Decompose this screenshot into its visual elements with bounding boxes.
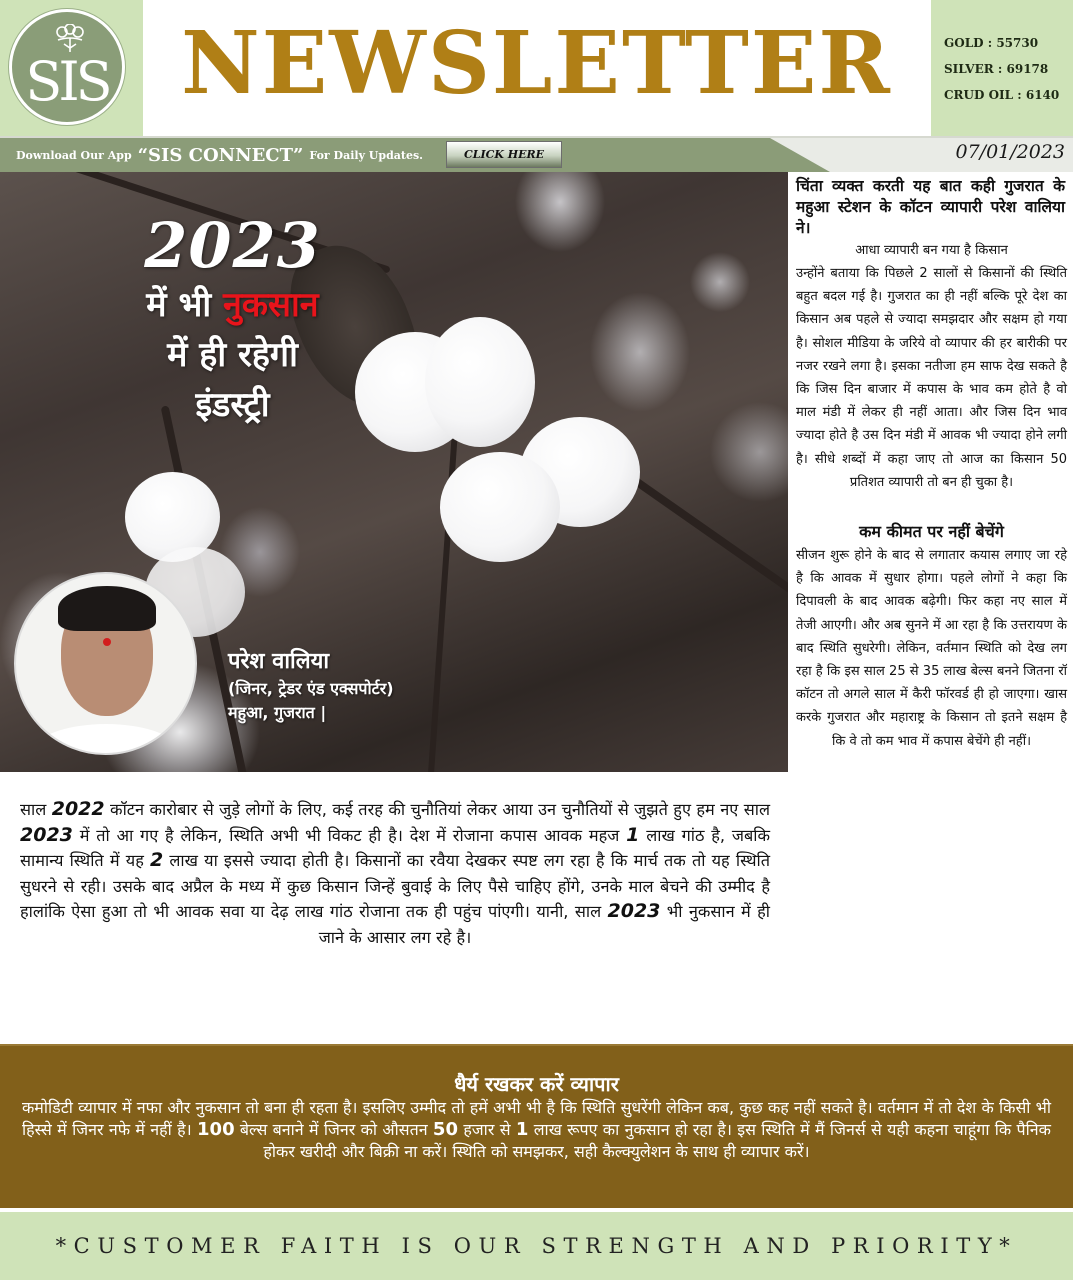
headline-year: 2023 — [144, 209, 321, 282]
footer — [0, 1212, 1073, 1280]
emphasis-number: 2022 — [51, 798, 105, 820]
cotton-boll — [425, 317, 535, 447]
avatar-hair — [58, 586, 156, 631]
advice-text — [0, 1097, 1073, 1163]
app-name: “SIS CONNECT” — [137, 144, 304, 166]
issue-date: 07/01/2023 — [955, 141, 1065, 163]
main-article — [20, 797, 770, 950]
advice-box — [0, 1044, 1073, 1208]
person-name: परेश वालिया — [228, 649, 330, 674]
emphasis-number: 2 — [150, 849, 164, 871]
side-column — [790, 172, 1073, 1042]
side-heading-2: कम कीमत पर नहीं बेचेंगे — [859, 522, 1004, 542]
text-run: लाख रूपए का नुकसान हो रहा है। इस स्थिति में मैं जिनर्स से यही कहना चाहूंगा कि पैनिक होकर खरीदी और बिक्री ना करें। स्थिति को समझकर, सही कैल्क्युलेशन के साथ ही व्यापार करें। — [263, 1120, 1051, 1161]
emphasis-number: 2023 — [20, 823, 73, 846]
side-heading: चिंता व्यक्त करती यह बात कही गुजरात के महुआ स्टेशन के कॉटन व्यापारी परेश वालिया ने। — [796, 177, 1065, 237]
headline-highlight: नुकसान — [223, 285, 319, 325]
person-info — [228, 647, 394, 725]
text-run: कॉटन कारोबार से जुड़े लोगों के लिए, कई तरह की चुनौतियां लेकर आया उन चुनौतियों से जुझते हुए हम नए साल — [104, 800, 771, 819]
commodity-rates — [931, 0, 1073, 136]
click-here-button[interactable]: CLICK HERE — [446, 141, 562, 168]
avatar — [14, 572, 197, 755]
emphasis-number: 100 — [197, 1119, 235, 1140]
person-role: (जिनर, ट्रेडर एंड एक्सपोर्टर) — [228, 679, 394, 698]
logo-panel — [0, 0, 143, 136]
gold-rate: GOLD : 55730 — [944, 36, 1039, 50]
headline-line-2: में ही रहेगी — [167, 335, 298, 375]
logo-text: SIS — [25, 50, 109, 113]
cotton-hero-photo — [0, 172, 788, 772]
banner-prefix: Download Our App — [16, 148, 132, 162]
person-location: महुआ, गुजरात | — [228, 703, 327, 722]
side-paragraph-2: सीजन शुरू होने के बाद से लगातार कयास लगाए जा रहे है कि आवक में सुधार होगा। पहले लोगों ने कहा कि दिपावली के बाद आवक बढ़ेगी। फिर कहा नए साल में तेजी आएगी। और अब सुनने में आ रहा है कि उत्तरायण के बाद स्थिति सुधरेगी। लेकिन, वर्तमान स्थिति को देख लग रहा है कि इस साल 25 से 35 लाख बेल्स बनने जितना रॉ कॉटन तो अगले साल में कैरी फॉरवर्ड ही हो जाएगा। खास करके गुजरात और महाराष्ट्र के किसान तो इतने सक्षम है कि वे तो कम भाव में कपास बेचेंगे ही नहीं। — [796, 548, 1067, 749]
headline-line-1 — [105, 280, 360, 330]
cotton-boll — [440, 452, 560, 562]
text-run: में तो आ गए है लेकिन, स्थिति अभी भी विकट ही है। देश में रोजाना कपास आवक महज — [72, 825, 627, 845]
text-run: भी नुकसान में ही जाने के आसार लग रहे है। — [318, 902, 770, 947]
text-run: साल — [20, 800, 52, 819]
avatar-tilak — [103, 638, 111, 646]
footer-tagline: *CUSTOMER FAITH IS OUR STRENGTH AND PRIORITY* — [55, 1234, 1018, 1258]
headline-line-1-prefix: में भी — [146, 285, 212, 325]
crude-oil-rate: CRUD OIL : 6140 — [944, 88, 1060, 102]
banner-text — [16, 140, 423, 170]
sis-logo — [9, 9, 125, 125]
silver-rate: SILVER : 69178 — [944, 62, 1049, 76]
hero-headline — [105, 209, 360, 430]
emphasis-number: 1 — [626, 823, 640, 846]
text-run: लाख गांठ है, जबकि सामान्य स्थिति में यह — [20, 825, 770, 870]
side-subheading: आधा व्यापारी बन गया है किसान — [855, 243, 1008, 258]
newsletter-title: NEWSLETTER — [181, 13, 892, 114]
advice-title: धैर्य रखकर करें व्यापार — [454, 1072, 619, 1096]
banner-suffix: For Daily Updates. — [309, 148, 424, 162]
text-run: बेल्स बनाने में जिनर को औसतन — [234, 1120, 433, 1139]
text-run: लाख या इससे ज्यादा होती है। किसानों का रवैया देखकर स्पष्ट लग रहा है कि मार्च तक तो यह स्थिति सुधरने से रही। उसके बाद अप्रैल के मध्य में कुछ किसान जिन्हें बुवाई के लिए पैसे चाहिए होंगे, उनके माल बेचने की उम्मीद है हालांकि ऐसा हुआ तो भी आवक सवा या देढ़ लाख गांठ रोजाना तक ही पहुंच पांएगी। यानी, साल — [20, 851, 770, 921]
newsletter-header — [0, 0, 1073, 136]
emphasis-number: 50 — [432, 1119, 458, 1140]
side-paragraph-1: उन्होंने बताया कि पिछले 2 सालों से किसानों की स्थिति बहुत बदल गई है। गुजरात का ही नहीं बल्कि पूरे देश का किसान अब पहले से ज्यादा समझदार और सक्षम हो गया है। सोशल मीडिया के जरिये वो व्यापार की हर बारीकी पर नजर रखने लगा है। इसका नतीजा हम साफ देख सकते है कि जिस दिन बाजार में कपास के भाव कम होते है वो माल मंडी में लेकर ही नहीं आता। और जिस दिन भाव ज्यादा होते है उस दिन मंडी में आवक भी ज्यादा होने लगी है। सीधे शब्दों में कहा जाए तो आज का किसान 50 प्रतिशत व्यापारी तो बन ही चुका है। — [796, 266, 1067, 490]
emphasis-number: 1 — [515, 1119, 529, 1140]
text-run: कमोडिटी व्यापार में नफा और नुकसान तो बना ही रहता है। इसलिए उम्मीद तो हमें अभी भी है कि स्थिति सुधरेंगी लेकिन कब, कुछ कह नहीं सकते है। वर्तमान में तो देश के किसी भी हिस्से में जिनर नफे में नहीं है। — [22, 1098, 1051, 1139]
avatar-shirt — [31, 724, 181, 755]
app-download-banner — [0, 136, 1073, 172]
headline-line-3: इंडस्ट्री — [195, 385, 270, 425]
text-run: हजार से — [457, 1120, 516, 1139]
emphasis-number: 2023 — [607, 900, 661, 922]
